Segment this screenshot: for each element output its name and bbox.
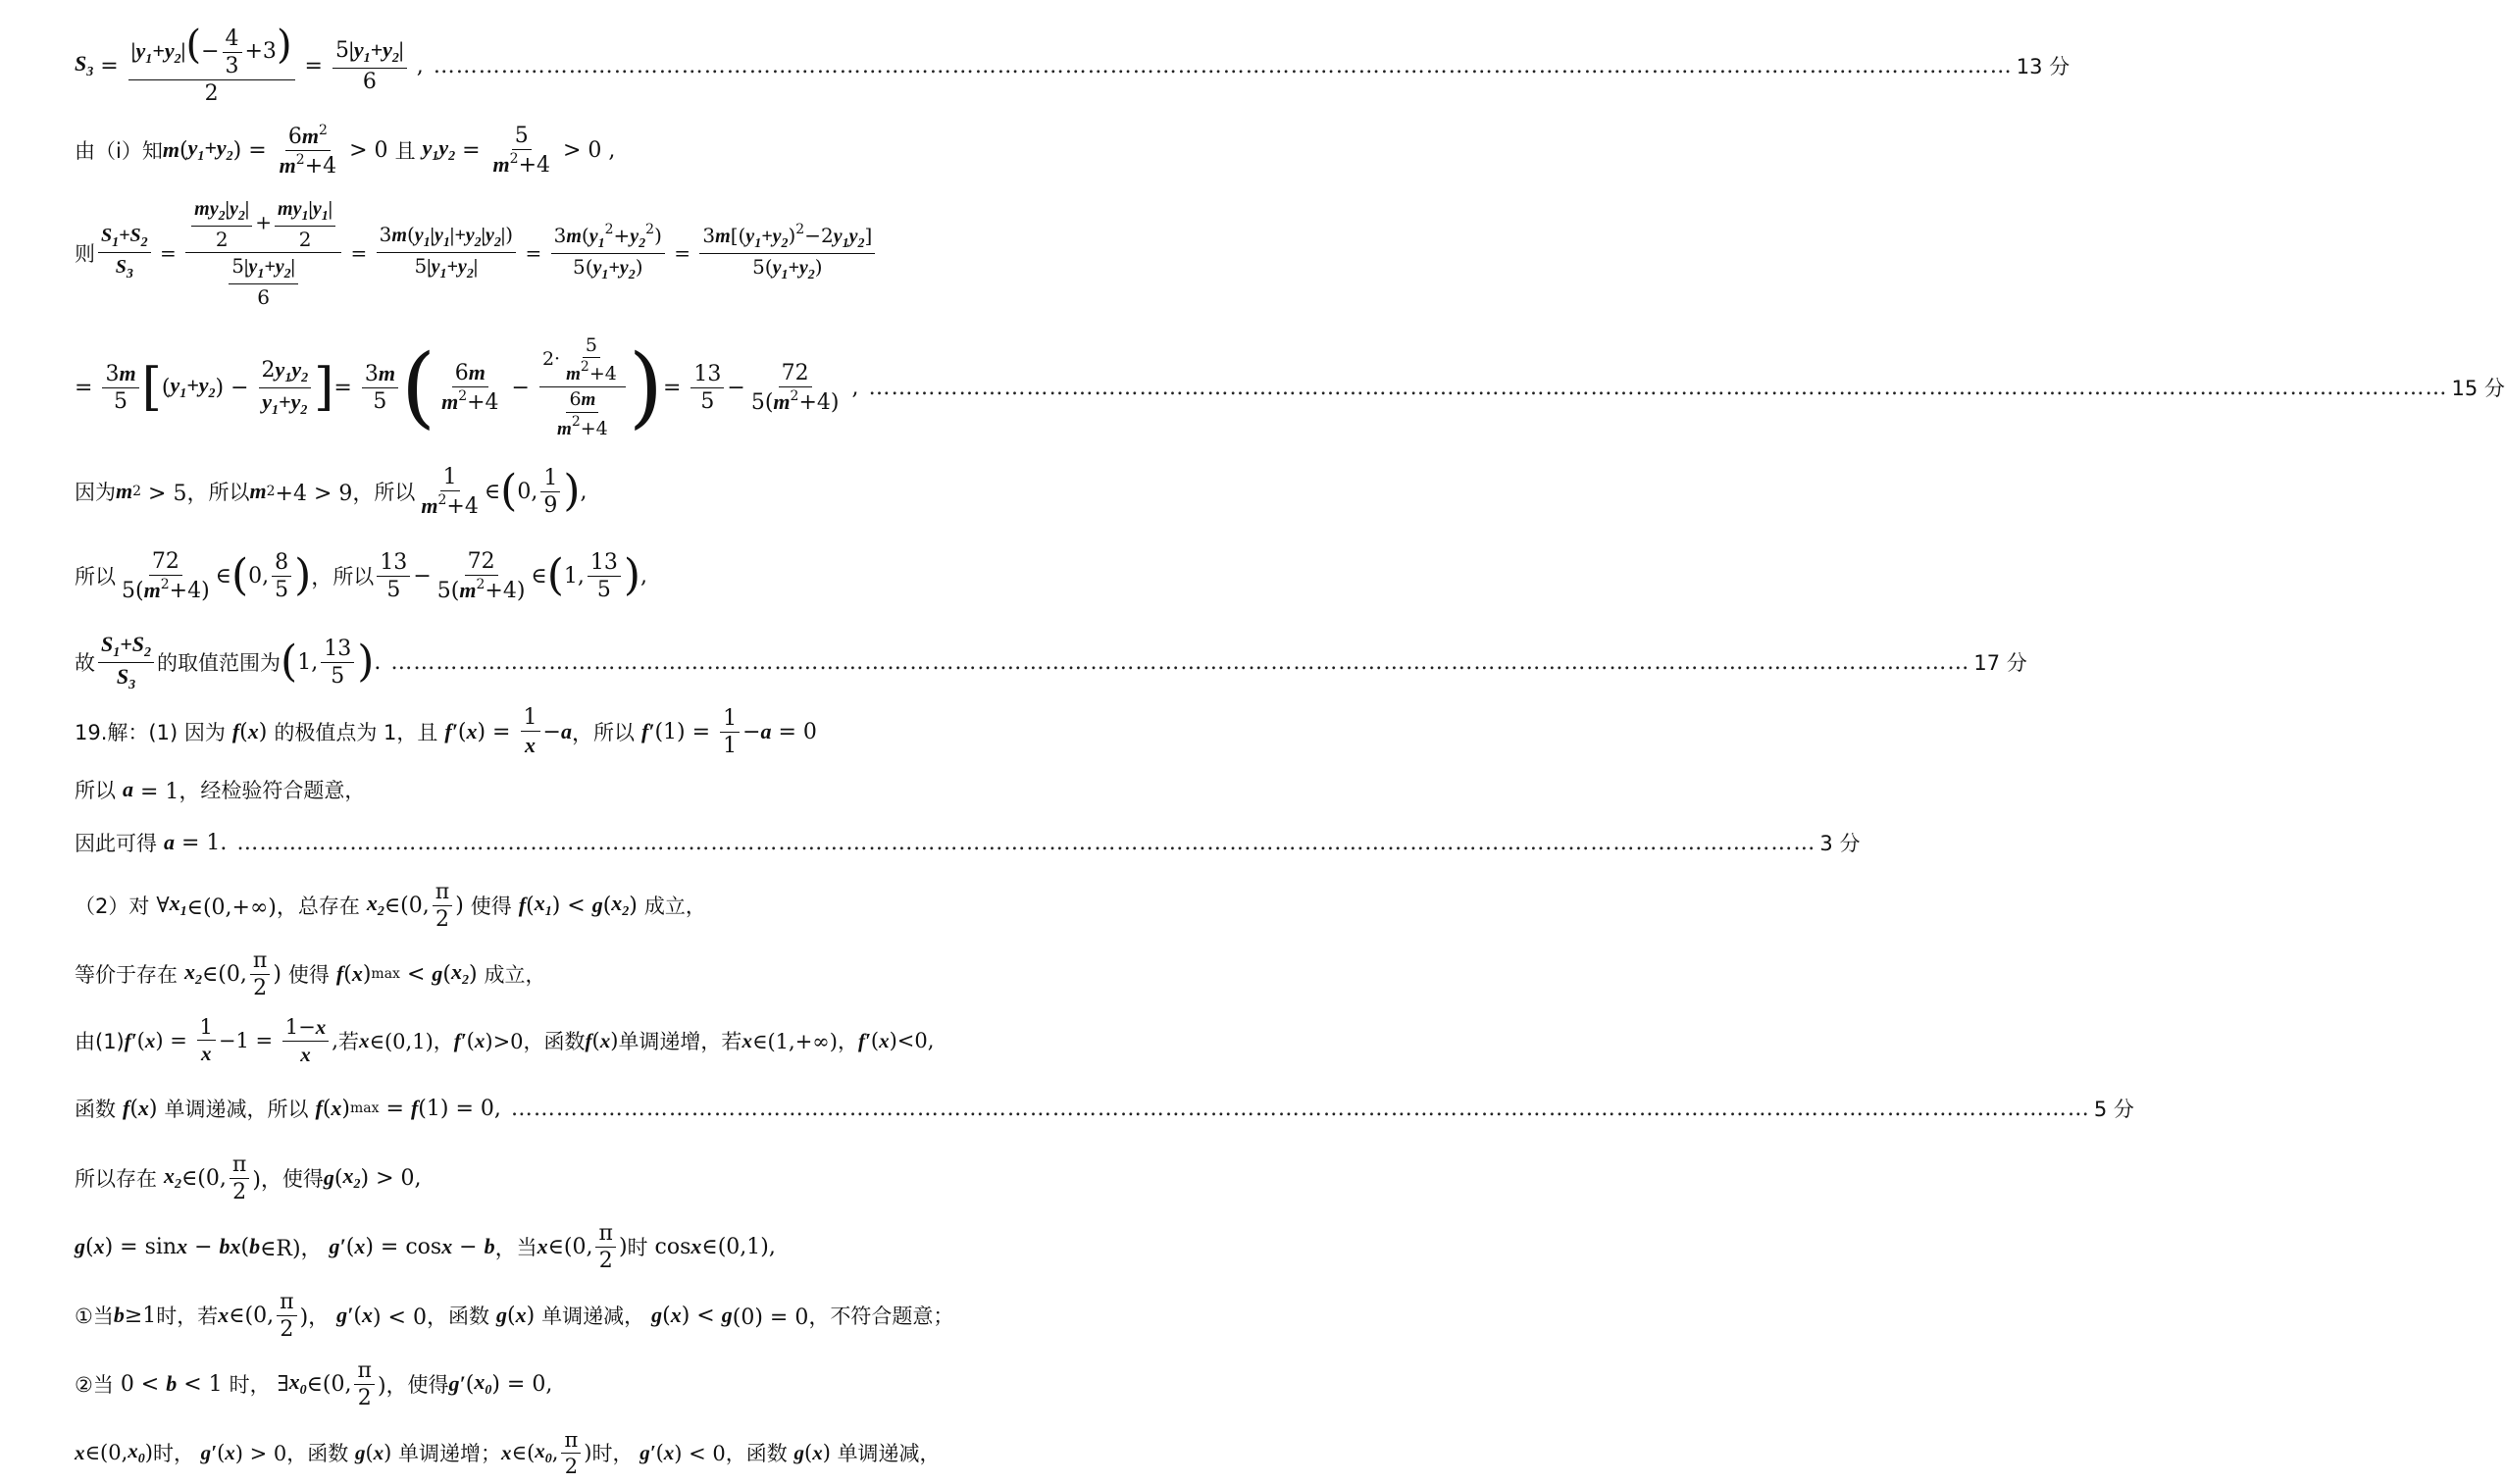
dots-leader: …………………………………………………………………………………………………………………………………………………………………………………………	[236, 830, 1816, 855]
line-case1: ①当 b ≥1 时，若 x ∈(0, $\frac{\pi}{2}$ )， g′ ( x ) < 0， 函数 g ( x ) 单调递减， g ( x ) < g (0) = 0， 不符合题意；	[75, 1289, 954, 1342]
line-a-result: 因此可得 a = 1. ………………………………………………………………………………………………………………………………………………………………………………………… 3 分	[75, 830, 1861, 855]
line-equiv: 等价于存在 $x_2$ ∈(0, $\frac{\pi}{2}$ ) 使得 f ( x ) max < g ( $x_2$ ) 成立，	[75, 947, 546, 1000]
line-so: 所以 $\frac{72}{5(m^2+4)}$ ∈ ( 0, $\frac{8}{5}$ ) ， 所以 $\frac{13}{5}$ − $\frac{72}{5(m^2+4)}$ ∈ ( 1, $\frac{13}{5}$ ) ,	[75, 548, 648, 603]
dots-leader: …………………………………………………………………………………………………………………………………………………………………………………………	[510, 1096, 2090, 1121]
line-because: 因为 m 2 > 5， 所以 m 2 +4 > 9， 所以 $\frac{1}{m^2+4}$ ∈ ( 0, $\frac{1}{9}$ ) ,	[75, 464, 588, 519]
score-label: 15 分	[2451, 377, 2505, 400]
line-ratio-2: = $\frac{3m}{5}$ [ ( $y_1+y_2$ ) − $\frac{2y_1y_2}{y_1+y_2}$ ] = $\frac{3m}{5}$ ( $\frac{6m}{m^2+4}$ − 2· $\frac{5}{m^2+4}$ $\frac{6m}{m^2+4}$ ) = $\frac{13}{5}$ − $\frac{72}{5(m^2+4)}$ , ………………………………………………………………………………………………………………………………………………………………………………………… 15 分	[75, 334, 2505, 439]
line-exists: 所以存在 $x_2$ ∈(0, $\frac{\pi}{2}$ )， 使得 g ( $x_2$ ) > 0,	[75, 1151, 422, 1204]
dots-leader: …………………………………………………………………………………………………………………………………………………………………………………………	[433, 53, 2013, 78]
math-s3: $S_3$ = $|y_1+y_2|(-$ $\frac{4}{3}$ +3) 2 = $\frac{5|y_1+y_2|}{6}$ ,	[75, 23, 424, 106]
score-label: 13 分	[2016, 55, 2070, 78]
score-label: 5 分	[2093, 1098, 2134, 1121]
line-g-def: g ( x ) = sin x − bx ( b ∈R)， g′ ( x ) = cos x − b ， 当 x ∈(0, $\frac{\pi}{2}$ ) 时 cos x ∈(0,1),	[75, 1220, 776, 1273]
line-decreasing: 函数 f ( x ) 单调递减，所以 f ( x ) max = f (1) = 0, ………………………………………………………………………………………………………………………………………………………………………………………… 5 分	[75, 1096, 2134, 1121]
score-label: 3 分	[1819, 832, 1861, 855]
line-q19-1: 19.解：(1) 因为 f ( x ) 的极值点为 1，且 f′ ( x ) = $\frac{1}{x}$ − a ， 所以 f′ (1) = $\frac{1}{1}$ − a = 0	[75, 705, 817, 758]
line-from-i: 由（i）知 m ( $y_1+y_2$ ) = $\frac{6m^2}{m^2+4}$ > 0 且 $y_1y_2$ = $\frac{5}{m^2+4}$ > 0 ,	[75, 122, 616, 179]
line-range: 故 $\frac{S_1+S_2}{S_3}$ 的取值范围为 ( 1, $\frac{13}{5}$ ) . ………………………………………………………………………………………………………………………………………………………………………………………… 17 分	[75, 631, 2027, 692]
dots-leader: …………………………………………………………………………………………………………………………………………………………………………………………	[868, 375, 2448, 400]
line-q19-2: （2）对 ∀ $x_1$ ∈(0,+∞)， 总存在 $x_2$ ∈(0, $\frac{\pi}{2}$ ) 使得 f ( $x_1$ ) < g ( $x_2$ ) 成立，	[75, 879, 706, 932]
line-monotone: x ∈(0, $x_0$ ) 时， g′ ( x ) > 0， 函数 g ( x ) 单调递增； x ∈( $x_0$ , $\frac{\pi}{2}$ ) 时， g′ ( x ) < 0， 函数 g ( x ) 单调递减，	[75, 1427, 941, 1478]
dots-leader: …………………………………………………………………………………………………………………………………………………………………………………………	[390, 649, 1970, 675]
line-derivative: 由(1) f′ ( x ) = $\frac{1}{x}$ −1 = $\frac{1-x}{x}$ , 若 x ∈(0,1)， f′ ( x )>0， 函数 f ( x ) 单调递增，若 x ∈(1,+∞)， f′ ( x )<0,	[75, 1014, 935, 1066]
score-label: 17 分	[1973, 651, 2027, 675]
line-ratio-1: 则 $\frac{S_1+S_2}{S_3}$ = $\frac{my_2|y_2|}{2}$ + $\frac{my_1|y_1|}{2}$ $\frac{5|y_1+y_2|}{6}$ = $\frac{3m(y_1|y_1|+y_2|y_2|)}{5|y_1+y_2|}$ = $\frac{3m(y_1^2+y_2^2)}{5(y_1+y_2)}$ = $\frac{3m[(y_1+y_2)^2-2y_1y_2]}{5(y_1+y_2)}$	[75, 191, 981, 314]
line-s3	[75, 22, 2070, 110]
line-a-eq-1: 所以 a = 1， 经检验符合题意，	[75, 777, 366, 804]
line-case2: ②当 0 < b < 1 时， ∃ $x_0$ ∈(0, $\frac{\pi}{2}$ )， 使得 g′ ( $x_0$ ) = 0,	[75, 1357, 553, 1410]
